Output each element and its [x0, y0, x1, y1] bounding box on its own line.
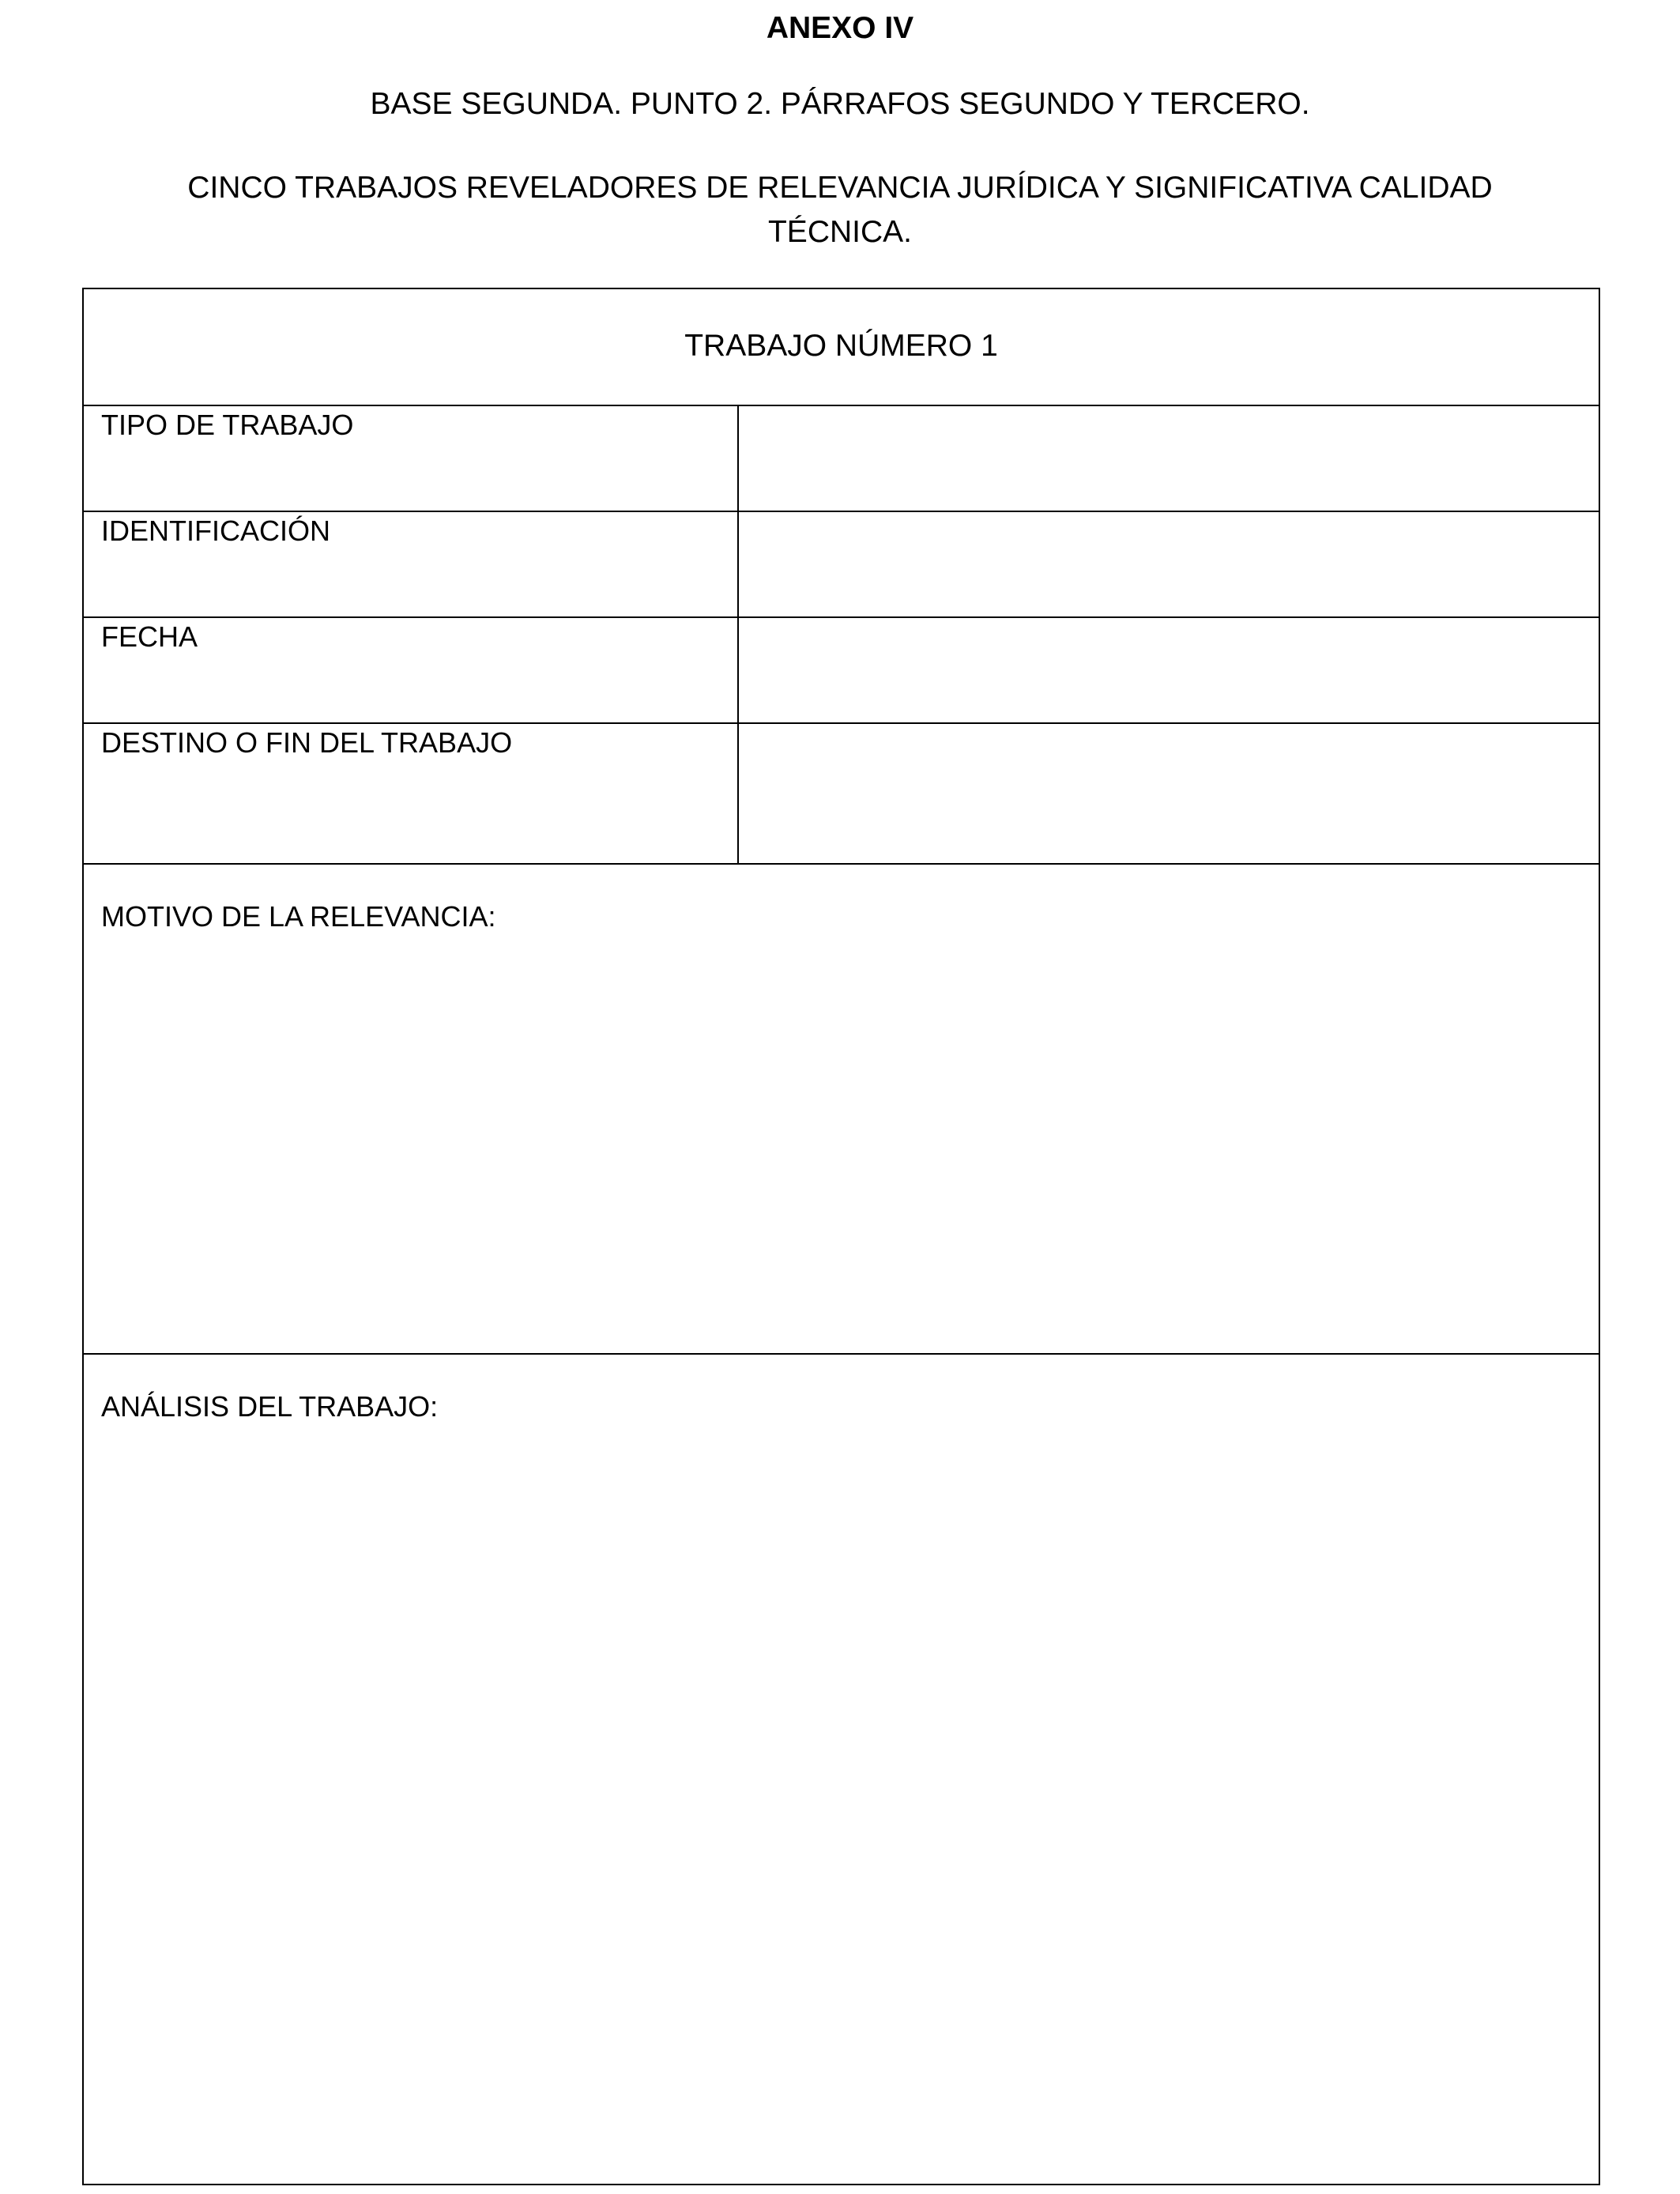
field-value-purpose[interactable] [739, 724, 1599, 863]
field-label-identification: IDENTIFICACIÓN [84, 512, 739, 616]
work-number-header: TRABAJO NÚMERO 1 [684, 329, 998, 363]
field-value-identification[interactable] [739, 512, 1599, 616]
field-row-identification [84, 512, 1599, 618]
annex-subtitle: BASE SEGUNDA. PUNTO 2. PÁRRAFOS SEGUNDO Y TERCERO. [370, 87, 1310, 121]
field-label-purpose: DESTINO O FIN DEL TRABAJO [84, 724, 739, 863]
analysis-section[interactable] [84, 1355, 1599, 2184]
work-number-header-row [84, 289, 1599, 406]
work-form-table [82, 288, 1600, 2185]
field-row-work-type [84, 406, 1599, 512]
field-value-work-type[interactable] [739, 406, 1599, 511]
analysis-label: ANÁLISIS DEL TRABAJO: [101, 1390, 439, 1423]
field-label-work-type: TIPO DE TRABAJO [84, 406, 739, 511]
field-row-purpose [84, 724, 1599, 865]
relevance-section[interactable] [84, 865, 1599, 1355]
field-row-date [84, 618, 1599, 724]
field-value-date[interactable] [739, 618, 1599, 722]
annex-title: ANEXO IV [766, 11, 914, 45]
annex-heading: CINCO TRABAJOS REVELADORES DE RELEVANCIA JURÍDICA Y SIGNIFICATIVA CALIDAD TÉCNICA. [187, 171, 1493, 249]
relevance-label: MOTIVO DE LA RELEVANCIA: [101, 900, 496, 933]
field-label-date: FECHA [84, 618, 739, 722]
